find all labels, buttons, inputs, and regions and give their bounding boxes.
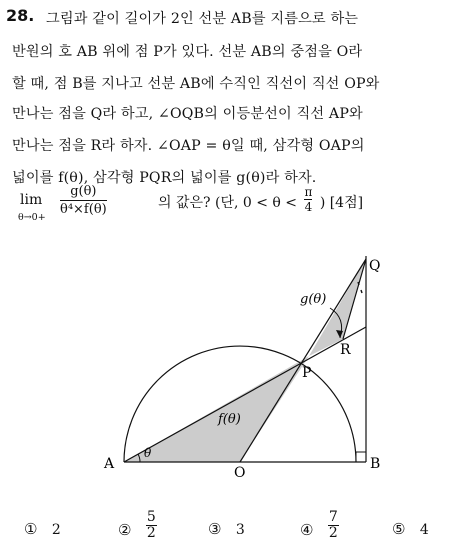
choice-4[interactable] [300,509,339,541]
choice-4-den: 2 [328,525,338,541]
right-angle-mark [356,452,366,462]
lim-word: lim [20,192,43,208]
problem-line-6: 넓이를 f(θ), 삼각형 PQR의 넓이를 g(θ)라 하자. [12,170,317,186]
choice-3[interactable] [208,520,245,538]
choice-5-mark: ⑤ [392,520,406,538]
choice-5-value: 4 [419,522,429,538]
label-q: Q [369,258,381,274]
problem-line-1: 그림과 같이 길이가 2인 선분 AB를 지름으로 하는 [46,11,359,27]
choice-3-value: 3 [235,522,245,538]
problem-line-2: 반원의 호 AB 위에 점 P가 있다. 선분 AB의 중점을 O라 [12,44,363,60]
choice-4-mark: ④ [300,520,314,539]
choice-2-mark: ② [118,520,132,539]
label-b: B [370,456,381,472]
question-tail: ) [4점] [319,195,364,211]
problem-line-5: 만나는 점을 R라 하자. ∠OAP = θ일 때, 삼각형 OAP의 [12,138,365,154]
choice-1-value: 2 [51,522,61,538]
answer-choices [0,509,474,552]
bisector-mark-1 [358,282,359,285]
choice-4-fraction [328,510,339,541]
question-ask-text: 의 값은? (단, 0 < θ < [158,195,298,211]
choice-2-fraction [146,510,157,541]
label-p: P [302,365,312,381]
choice-4-num: 7 [328,509,338,525]
pi-denominator: 4 [304,199,313,214]
choice-1-mark: ① [24,520,38,538]
choice-2-den: 2 [146,525,156,541]
choice-1[interactable] [24,520,61,538]
label-g-theta: g(θ) [300,292,327,307]
fraction-numerator: g(θ) [60,184,107,201]
label-f-theta: f(θ) [218,412,241,427]
fraction-denominator: θ⁴×f(θ) [60,202,107,217]
lim-subscript: θ→0+ [18,212,46,223]
label-r: R [340,342,351,358]
problem-line-4: 만나는 점을 Q라 하고, ∠OQB의 이등분선이 직선 AP와 [12,106,363,122]
label-theta: θ [144,446,152,460]
choice-3-mark: ③ [208,520,222,538]
line-oq [240,259,366,462]
problem-line-3: 할 때, 점 B를 지나고 선분 AB에 수직인 직선이 직선 OP와 [12,76,380,92]
choice-2[interactable] [118,509,157,541]
pi-numerator: π [304,184,313,199]
choice-2-num: 5 [146,509,156,525]
question-number: 28. [6,6,35,25]
label-a: A [104,456,115,472]
label-o: O [234,465,246,481]
bisector-mark-2 [361,290,362,293]
choice-5[interactable] [392,520,429,538]
